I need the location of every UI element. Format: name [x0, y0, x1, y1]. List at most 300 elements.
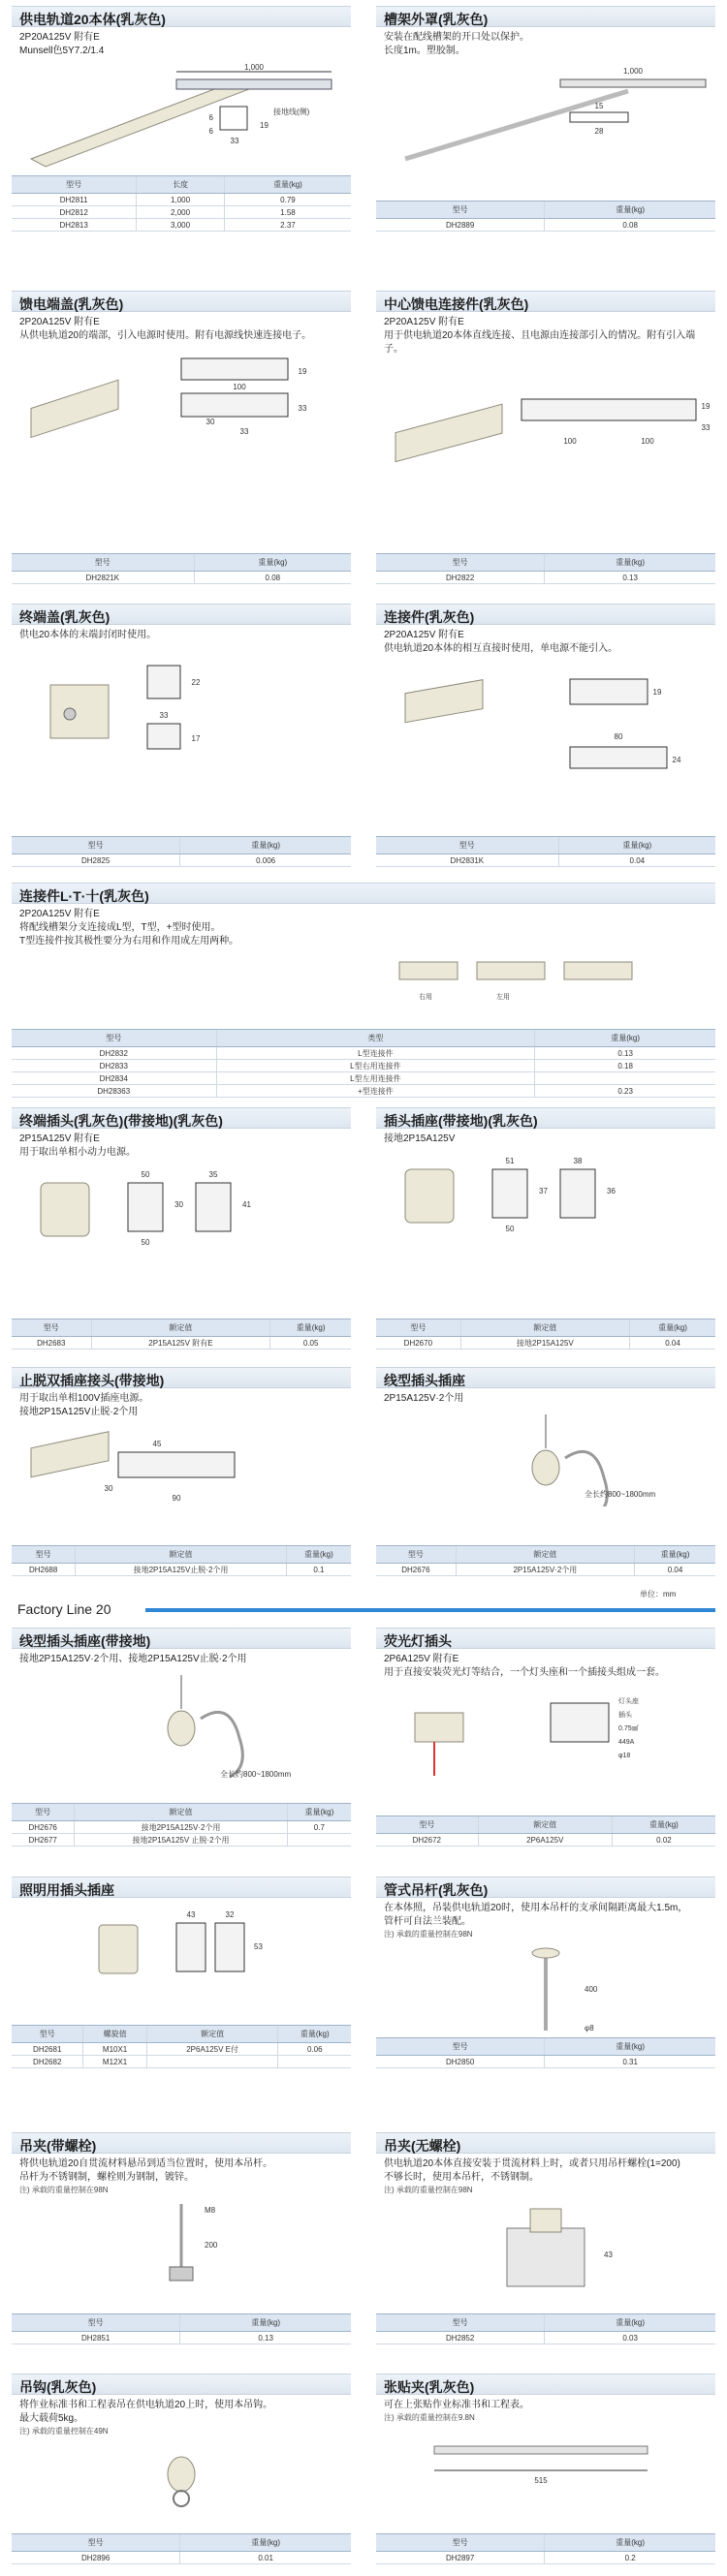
- factory-line-rule: [145, 1608, 715, 1612]
- spec-table-header: [376, 2534, 715, 2552]
- dimension-label: φ8: [585, 2024, 594, 2033]
- table-cell: 0.18: [535, 1060, 715, 1072]
- table-cell: 0.1: [286, 1564, 351, 1576]
- dimension-label: 15: [594, 102, 604, 110]
- column-header: 重量(kg): [180, 2314, 351, 2332]
- column-header: 型号: [12, 1030, 216, 1047]
- spec-table: [12, 175, 351, 232]
- top-view: [181, 358, 288, 380]
- s9-illustration: [376, 1150, 715, 1257]
- illustration-area: [376, 1684, 715, 1781]
- table-cell: 1,000: [137, 194, 225, 206]
- table-cell: 2.37: [224, 219, 351, 232]
- column-header: 重量(kg): [545, 2314, 715, 2332]
- dimension-label: 36: [607, 1187, 616, 1195]
- column-header: 额定值: [146, 2026, 278, 2043]
- table-cell: DH2683: [12, 1337, 91, 1350]
- table-cell: DH2850: [376, 2056, 545, 2068]
- column-header: 额定值: [75, 1804, 287, 1821]
- product-title: 吊夹(带螺栓): [12, 2132, 351, 2154]
- table-row: [12, 2552, 351, 2564]
- table-cell: L型左用连接件: [216, 1072, 535, 1085]
- table-row: [12, 572, 351, 584]
- product-description: 接地2P15A125V止脱·2个用: [19, 1407, 139, 1417]
- product-title: 槽架外罩(乳灰色): [376, 6, 715, 27]
- load-note: 注) 承载的重量控制在49N: [19, 2427, 109, 2436]
- product-description: 2P15A125V·2个用: [384, 1393, 464, 1404]
- illustration-area: [12, 2199, 351, 2286]
- spec-table: [376, 836, 715, 867]
- spec-table-header: [376, 2314, 715, 2332]
- dimension-label: 1,000: [243, 63, 265, 72]
- table-cell: L型右用连接件: [216, 1060, 535, 1072]
- column-header: 型号: [376, 202, 545, 219]
- socket-body: [99, 1925, 138, 1973]
- table-cell: DH2681: [12, 2043, 83, 2056]
- spec-table: [12, 2533, 351, 2564]
- table-row: [376, 2552, 715, 2564]
- s14-illustration: [12, 1906, 351, 2002]
- column-header: 型号: [376, 1546, 456, 1564]
- product-description: 吊杆为不锈钢制，螺栓则为钢制，镀锌。: [19, 2172, 194, 2183]
- dimension-label: 100: [563, 437, 577, 446]
- s15-illustration: [376, 1943, 715, 2040]
- product-description: 2P15A125V 附有E: [19, 1133, 100, 1144]
- table-row: [376, 2332, 715, 2344]
- spec-table: [376, 201, 715, 232]
- table-cell: DH2670: [376, 1337, 460, 1350]
- table-row: [12, 194, 351, 206]
- table-cell: 2P6A125V E付: [146, 2043, 278, 2056]
- center-feed-body: [395, 404, 502, 461]
- t-connector: [477, 962, 545, 979]
- section-view: [220, 107, 247, 130]
- column-header: 额定值: [460, 1319, 629, 1337]
- column-header: 型号: [376, 837, 558, 854]
- product-description: 最大载荷5kg。: [19, 2413, 84, 2424]
- spec-table: [12, 1545, 351, 1576]
- table-cell: 接地2P15A125V止脱·2个用: [76, 1564, 287, 1576]
- column-header: 重量(kg): [270, 1319, 351, 1337]
- product-description: 2P20A125V 附有E: [19, 317, 100, 327]
- illustration-area: [376, 1410, 715, 1506]
- table-row: [12, 206, 351, 219]
- dimension-label: 515: [534, 2476, 548, 2485]
- dimension-label: 37: [539, 1187, 548, 1195]
- column-header: 型号: [12, 1546, 76, 1564]
- column-header: 额定值: [91, 1319, 270, 1337]
- illustration-area: [12, 1906, 351, 2002]
- s18-illustration: [12, 2440, 351, 2518]
- table-cell: 0.08: [194, 572, 351, 584]
- dimension-label: 30: [205, 418, 215, 426]
- dimension-label: 19: [298, 367, 307, 376]
- product-card: [12, 883, 715, 1098]
- product-description: 接地2P15A125V: [384, 1133, 456, 1144]
- product-description: 将配线槽架分支连接成L型，T型，+型时使用。: [19, 922, 221, 933]
- s3-illustration: [12, 347, 351, 502]
- s12-illustration: [12, 1670, 351, 1786]
- illustration-area: [12, 952, 715, 1010]
- product-description: 2P20A125V 附有E: [384, 317, 464, 327]
- table-cell: 2P6A125V: [478, 1834, 612, 1847]
- dimension-label: 1,000: [622, 67, 644, 76]
- table-row: [376, 1834, 715, 1847]
- column-header: 额定值: [456, 1546, 634, 1564]
- dimension-label: 53: [254, 1942, 263, 1951]
- product-description: 将作业标准书和工程表吊在供电轨道20上时，使用本吊钩。: [19, 2400, 273, 2410]
- table-cell: 0.02: [612, 1834, 715, 1847]
- product-description: 用于直接安装荧光灯等结合，一个灯头座和一个插接头组成一套。: [384, 1667, 665, 1678]
- illustration-area: [376, 2427, 715, 2495]
- table-row: [12, 2332, 351, 2344]
- hook-body: [168, 2457, 195, 2492]
- table-cell: 0.04: [635, 1564, 716, 1576]
- s1-illustration: [12, 62, 351, 169]
- dimension-label: 30: [104, 1484, 113, 1493]
- product-title: 吊钩(乳灰色): [12, 2374, 351, 2395]
- plug-head: [168, 1711, 195, 1746]
- product-title: 连接件L·T·十(乳灰色): [12, 883, 715, 904]
- table-cell: 0.06: [278, 2043, 351, 2056]
- table-cell: 0.04: [630, 1337, 715, 1350]
- table-cell: 0.04: [558, 854, 715, 867]
- product-card: [376, 2132, 715, 2344]
- table-cell: [535, 1072, 715, 1085]
- product-card: [12, 6, 351, 232]
- plug-head: [532, 1450, 559, 1485]
- dimension-label: 43: [186, 1910, 196, 1919]
- table-cell: DH2672: [376, 1834, 478, 1847]
- s19-illustration: [376, 2427, 715, 2495]
- product-card: [376, 604, 715, 867]
- product-card: [376, 1367, 715, 1576]
- product-card: [12, 1877, 351, 2068]
- column-header: 型号: [12, 1319, 91, 1337]
- dimension-label: 6: [208, 113, 213, 122]
- table-row: [376, 1564, 715, 1576]
- length-label: 全长约800~1800mm: [585, 1490, 656, 1499]
- table-row: [12, 1564, 351, 1576]
- table-cell: [146, 2056, 278, 2068]
- product-description: 2P6A125V 附有E: [384, 1654, 459, 1664]
- column-header: 重量(kg): [535, 1030, 715, 1047]
- table-cell: 0.7: [287, 1821, 351, 1834]
- table-cell: DH2688: [12, 1564, 76, 1576]
- side-view: [128, 1183, 163, 1231]
- table-cell: 0.79: [224, 194, 351, 206]
- l-connector: [399, 962, 458, 979]
- product-description: 用于取出单相小动力电源。: [19, 1147, 136, 1158]
- side-view: [176, 1923, 205, 1971]
- spec-table-header: [12, 1030, 715, 1047]
- product-card: [12, 291, 351, 584]
- table-cell: 接地2P15A125V: [460, 1337, 629, 1350]
- product-card: [12, 2132, 351, 2344]
- table-cell: DH2825: [12, 854, 180, 867]
- table-cell: 接地2P15A125V·2个用: [75, 1821, 287, 1834]
- spec-table: [12, 1319, 351, 1350]
- column-header: 型号: [376, 2534, 545, 2552]
- dimension-label: 17: [191, 734, 201, 743]
- table-cell: DH2677: [12, 1834, 75, 1847]
- table-row: [12, 1337, 351, 1350]
- product-card: [376, 2374, 715, 2564]
- column-header: 重量(kg): [287, 1804, 351, 1821]
- table-cell: DH2676: [376, 1564, 456, 1576]
- table-cell: M12X1: [83, 2056, 146, 2068]
- illustration-area: [12, 1423, 351, 1520]
- front-view: [560, 1169, 595, 1218]
- spec-table: [12, 836, 351, 867]
- s6-illustration: [376, 660, 715, 795]
- table-cell: 0.31: [545, 2056, 715, 2068]
- s11-illustration: [376, 1410, 715, 1506]
- table-cell: 2P15A125V 附有E: [91, 1337, 270, 1350]
- product-title: 中心馈电连接件(乳灰色): [376, 291, 715, 312]
- product-card: [376, 1107, 715, 1350]
- end-cap-body: [50, 685, 109, 738]
- table-cell: DH2821K: [12, 572, 194, 584]
- dimension-label: 400: [585, 1985, 598, 1994]
- product-title: 终端插头(乳灰色)(带接地)(乳灰色): [12, 1107, 351, 1129]
- column-header: 长度: [137, 176, 225, 194]
- product-title: 连接件(乳灰色): [376, 604, 715, 625]
- column-header: 重量(kg): [630, 1319, 715, 1337]
- product-description: 从供电轨道20的端部，引入电源时使用。附有电源线快速连接电子。: [19, 330, 312, 341]
- table-cell: DH2813: [12, 219, 137, 232]
- s4-illustration: [376, 360, 715, 515]
- product-card: [12, 2374, 351, 2564]
- spec-table: [376, 2313, 715, 2344]
- column-header: 重量(kg): [545, 554, 715, 572]
- column-header: 重量(kg): [545, 2534, 715, 2552]
- dimension-label: 30: [174, 1200, 183, 1209]
- spec-table-header: [376, 1546, 715, 1564]
- column-header: 型号: [12, 554, 194, 572]
- product-description: 供电轨道20本体的相互直接时使用，单电源不能引入。: [384, 643, 618, 654]
- spec-table: [376, 553, 715, 584]
- table-cell: DH28363: [12, 1085, 216, 1098]
- product-title: 插头插座(带接地)(乳灰色): [376, 1107, 715, 1129]
- product-title: 荧光灯插头: [376, 1628, 715, 1649]
- table-row: [12, 854, 351, 867]
- table-row: [12, 1072, 715, 1085]
- column-header: 型号: [12, 2026, 83, 2043]
- column-header: 重量(kg): [278, 2026, 351, 2043]
- dimension-label: 28: [594, 127, 604, 136]
- dimension-label: 33: [298, 404, 307, 413]
- product-description: 长度1m。塑胶制。: [384, 46, 465, 56]
- table-cell: M10X1: [83, 2043, 146, 2056]
- column-header: 型号: [12, 176, 137, 194]
- table-cell: 0.05: [270, 1337, 351, 1350]
- dimension-label: 33: [239, 427, 249, 436]
- illustration-area: [376, 62, 715, 169]
- side-view: [492, 1169, 527, 1218]
- spec-table: [376, 1319, 715, 1350]
- dimension-label: 51: [505, 1157, 515, 1165]
- product-title: 照明用插头插座: [12, 1877, 351, 1898]
- cover-front-view: [560, 79, 706, 87]
- side-view: [147, 724, 180, 749]
- dimension-label: 33: [230, 137, 239, 145]
- end-cap-hole: [64, 708, 76, 720]
- lamp-holder: [415, 1713, 463, 1742]
- table-cell: 0.2: [545, 2552, 715, 2564]
- column-header: 型号: [376, 554, 545, 572]
- dimension-label: 50: [141, 1170, 150, 1179]
- column-header: 型号: [376, 1319, 460, 1337]
- spec-table: [376, 1816, 715, 1847]
- clamp: [170, 2267, 193, 2281]
- s10-illustration: [12, 1423, 351, 1520]
- table-cell: 0.13: [535, 1047, 715, 1060]
- column-header: 额定值: [76, 1546, 287, 1564]
- table-cell: 0.23: [535, 1085, 715, 1098]
- column-header: 重量(kg): [558, 837, 715, 854]
- load-note: 注) 承载的重量控制在98N: [19, 2186, 109, 2194]
- illustration-area: [12, 646, 351, 782]
- spec-table: [376, 2533, 715, 2564]
- spec-table-header: [376, 2038, 715, 2056]
- column-header: 型号: [12, 837, 180, 854]
- product-description: Munsell色5Y7.2/1.4: [19, 46, 105, 56]
- table-cell: DH2889: [376, 219, 545, 232]
- spec-table-header: [376, 837, 715, 854]
- product-title: 张贴夹(乳灰色): [376, 2374, 715, 2395]
- spec-table-header: [12, 1546, 351, 1564]
- illustration-area: [12, 2440, 351, 2518]
- clip-bar: [434, 2446, 648, 2454]
- product-description: 在本体照，吊装供电轨道20时，使用本吊杆的支承间隔距离最大1.5m，: [384, 1903, 688, 1913]
- spec-table-header: [12, 837, 351, 854]
- table-row: [12, 1834, 351, 1847]
- table-row: [12, 2043, 351, 2056]
- table-cell: 2P15A125V·2个用: [456, 1564, 634, 1576]
- table-row: [376, 219, 715, 232]
- connector-body: [405, 680, 483, 723]
- product-description: 2P20A125V 附有E: [384, 630, 464, 640]
- load-note: 注) 承载的重量控制在98N: [384, 2186, 473, 2194]
- illustration-area: [12, 1670, 351, 1786]
- spec-table-header: [12, 1804, 351, 1821]
- table-cell: DH2832: [12, 1047, 216, 1060]
- plug-body: [41, 1183, 89, 1236]
- double-socket-body: [31, 1432, 109, 1477]
- column-header: 重量(kg): [224, 176, 351, 194]
- product-description: 管杆可自法兰装配。: [384, 1916, 471, 1927]
- spec-table-header: [376, 554, 715, 572]
- cover-section: [570, 112, 628, 122]
- annotation: φ18: [618, 1753, 631, 1759]
- column-header: 重量(kg): [545, 202, 715, 219]
- table-row: [376, 2056, 715, 2068]
- coil-cord: [201, 1712, 242, 1777]
- product-description: 接地2P15A125V·2个用、接地2P15A125V止脱·2个用: [19, 1654, 247, 1664]
- product-description: 将供电轨道20自贯流材料悬吊到适当位置时，使用本吊杆。: [19, 2158, 273, 2169]
- table-cell: L型连接件: [216, 1047, 535, 1060]
- spec-table-header: [376, 202, 715, 219]
- product-title: 吊夹(无螺栓): [376, 2132, 715, 2154]
- table-row: [12, 219, 351, 232]
- product-title: 线型插头插座(带接地): [12, 1628, 351, 1649]
- dimension-label: 90: [172, 1494, 181, 1503]
- product-card: [376, 6, 715, 232]
- dimension-label: 100: [641, 437, 654, 446]
- dimension-label: 80: [614, 732, 623, 741]
- column-header: 型号: [12, 2314, 180, 2332]
- column-header: 型号: [12, 1804, 75, 1821]
- column-header: 重量(kg): [286, 1546, 351, 1564]
- left-label: 左用: [496, 994, 510, 1001]
- table-cell: 0.01: [180, 2552, 351, 2564]
- product-description: 用于取出单相100V插座电源。: [19, 1393, 149, 1404]
- flange: [532, 1948, 559, 1958]
- table-cell: DH2833: [12, 1060, 216, 1072]
- annotation: 0.75㎟: [618, 1725, 639, 1732]
- side-view: [181, 393, 288, 417]
- dimension-label: 100: [233, 383, 246, 391]
- front-view: [147, 666, 180, 698]
- product-description: 2P20A125V 附有E: [19, 32, 100, 43]
- s2-illustration: [376, 62, 715, 169]
- side-view: [570, 747, 667, 768]
- dimension-label: 6: [208, 127, 213, 136]
- illustration-area: [376, 1943, 715, 2040]
- product-description: 供电轨道20本体直接安装于贯流材料上时，或者只用吊杆螺栓(1=200): [384, 2158, 680, 2169]
- table-cell: DH2811: [12, 194, 137, 206]
- dimension-label: 33: [159, 711, 169, 720]
- table-cell: DH2897: [376, 2552, 545, 2564]
- product-title: 馈电端盖(乳灰色): [12, 291, 351, 312]
- table-cell: DH2834: [12, 1072, 216, 1085]
- spec-table: [12, 1029, 715, 1098]
- table-cell: 接地2P15A125V 止脱·2个用: [75, 1834, 287, 1847]
- table-cell: DH2682: [12, 2056, 83, 2068]
- hook-ring: [174, 2491, 189, 2506]
- column-header: 重量(kg): [545, 2038, 715, 2056]
- table-row: [376, 854, 715, 867]
- s5-illustration: [12, 646, 351, 782]
- column-header: 型号: [376, 2038, 545, 2056]
- table-cell: 0.08: [545, 219, 715, 232]
- spec-table: [376, 1545, 715, 1576]
- table-row: [376, 572, 715, 584]
- holder-drawing: [551, 1703, 609, 1742]
- front-view: [215, 1923, 244, 1971]
- table-cell: DH2851: [12, 2332, 180, 2344]
- product-description: 可在上张贴作业标准书和工程表。: [384, 2400, 529, 2410]
- table-row: [12, 1060, 715, 1072]
- table-cell: 3,000: [137, 219, 225, 232]
- column-header: 重量(kg): [180, 2534, 351, 2552]
- table-row: [12, 1047, 715, 1060]
- table-cell: DH2896: [12, 2552, 180, 2564]
- dimension-label: 200: [205, 2241, 218, 2250]
- column-header: 重量(kg): [180, 837, 351, 854]
- factory-line-title: Factory Line 20: [17, 1601, 115, 1617]
- table-cell: [278, 2056, 351, 2068]
- dimension-label: 38: [573, 1157, 583, 1165]
- dimension-label: 19: [701, 402, 711, 411]
- illustration-area: [376, 660, 715, 795]
- table-cell: DH2676: [12, 1821, 75, 1834]
- column-header: 重量(kg): [194, 554, 351, 572]
- product-title: 线型插头插座: [376, 1367, 715, 1388]
- illustration-area: [12, 347, 351, 502]
- column-header: 类型: [216, 1030, 535, 1047]
